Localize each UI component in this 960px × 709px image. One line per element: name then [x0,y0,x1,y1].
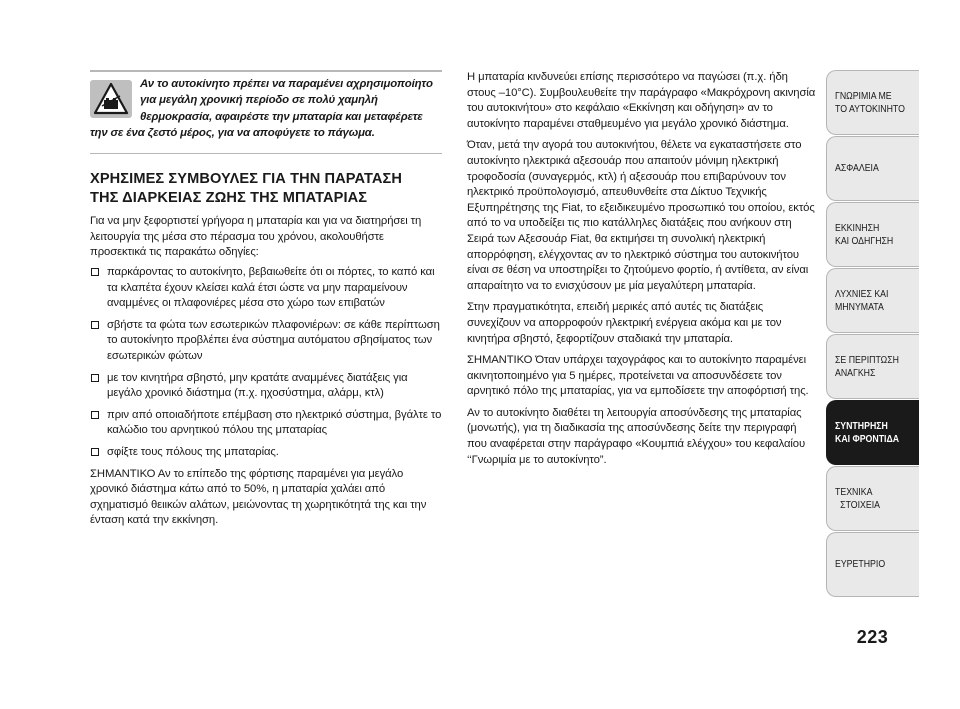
paragraph: Αν το αυτοκίνητο διαθέτει τη λειτουργία αποσύνδεσης της μπαταρίας (μονωτής), για τη διαδικασία της αποσύνδεσης δείτε την περιγραφή που αναφέρεται στην παράγραφο «Κουμπιά ελέγχου» του κεφαλαίου ‘‘Γνωριμία με το αυτοκίνητο”. [467,406,806,466]
top-rule [90,70,442,72]
paragraph: Η μπαταρία κινδυνεύει επίσης περισσότερο να παγώσει (π.χ. ήδη στους –10°C). Συμβουλευθείτε την παράγραφο «Μακρόχρονη ακινησία του αυτοκινήτου» στο κεφάλαιο «Εκκίνηση και οδήγηση» αν το αυτοκίνητο παραμένει σταθμευμένο για μεγάλο χρονικό διάστημα. [467,71,816,130]
warning-text: Αν το αυτοκίνητο πρέπει να παραμένει αχρησιμοποίητο για μεγάλη χρονική περίοδο σε πολύ χαμηλή θερμοκρασία, αφαιρέστε την μπαταρία και μεταφέρετε την σε ένα ζεστό μέρος, για να αποφύγετε το πάγωμα. [90,78,433,139]
tab-emergency[interactable]: ΣΕ ΠΕΡΙΠΤΩΣΗ ΑΝΑΓΚΗΣ [826,334,919,399]
tab-index[interactable]: ΕΥΡΕΤΗΡΙΟ [826,532,919,597]
right-column [467,70,817,474]
tab-getting-to-know-car[interactable]: ΓΝΩΡΙΜΙΑ ΜΕ ΤΟ ΑΥΤΟΚΙΝΗΤΟ [826,70,919,135]
checkbox-bullet-icon [91,374,99,382]
paragraph: Στην πραγματικότητα, επειδή μερικές από αυτές τις διατάξεις συνεχίζουν να απορροφούν ηλεκτρική ενέργεια ακόμα και με τον κινητήρα σβηστό, ξεφορτίζουν σταδιακά την μπαταρία. [467,301,782,345]
list-item: πριν από οποιαδήποτε επέμβαση στο ηλεκτρικό σύστημα, βγάλτε το καλώδιο του αρνητικού πόλου της μπαταρίας [90,408,442,439]
tips-list [90,265,442,461]
heading-line-1: ΧΡΗΣΙΜΕΣ ΣΥΜΒΟΥΛΕΣ ΓΙΑ ΤΗΝ ΠΑΡΑΤΑΣΗ [90,171,403,188]
checkbox-bullet-icon [91,321,99,329]
tab-maintenance-care[interactable]: ΣΥΝΤΗΡΗΣΗ ΚΑΙ ΦΡΟΝΤΙΔΑ [826,400,919,465]
tab-technical-data[interactable]: ΤΕΧΝΙΚΑ ΣΤΟΙΧΕΙΑ [826,466,919,531]
list-item: παρκάροντας το αυτοκίνητο, βεβαιωθείτε ότι οι πόρτες, το καπό και τα κλαπέτα έχουν κλείσει καλά έτσι ώστε να μην παραμείνουν αναμμένες οι πλαφονιέρες μέσα στο χώρο των επιβατών [90,265,442,312]
heading-line-2: ΤΗΣ ΔΙΑΡΚΕΙΑΣ ΖΩΗΣ ΤΗΣ ΜΠΑΤΑΡΙΑΣ [90,190,368,207]
tab-warning-lights[interactable]: ΛΥΧΝΙΕΣ ΚΑΙ ΜΗΝΥΜΑΤΑ [826,268,919,333]
list-item: με τον κινητήρα σβηστό, μην κρατάτε αναμμένες διατάξεις για μεγάλο χρονικό διάστημα (π.χ. ηχοσύστημα, αλάρμ, κτλ) [90,371,442,402]
paragraph-important: ΣΗΜΑΝΤΙΚΟ Όταν υπάρχει ταχογράφος και το αυτοκίνητο παραμένει ακινητοποιημένο για 5 ημέρες, προτείνεται να αποσυνδέσετε τον αρνητικό πόλο της μπαταρίας, για να εμποδίσετε την αποφόρτισή της. [467,354,809,398]
section-divider [90,153,442,154]
section-heading [90,170,442,208]
left-column [90,70,442,529]
warning-box [90,76,442,141]
tab-starting-driving[interactable]: ΕΚΚΙΝΗΣΗ ΚΑΙ ΟΔΗΓΗΣΗ [826,202,919,267]
checkbox-bullet-icon [91,411,99,419]
checkbox-bullet-icon [91,448,99,456]
paragraph: Όταν, μετά την αγορά του αυτοκινήτου, θέλετε να εγκαταστήσετε στο αυτοκίνητο ηλεκτρικά αξεσουάρ που απαιτούν μόνιμη ηλεκτρική τροφοδοσία (συναγερμός, κτλ) ή αξεσουάρ που επιβαρύνουν τον ηλεκτρικό προϋπολογισμό, απευθυνθείτε στα Δίκτυο Τεχνικής Εξυπηρέτησης της Fiat, το εξειδικευμένο προσωπικό του οποίου, εκτός από το να υποδείξει τις πιο κατάλληλες διατάξεις που ανήκουν στη Σειρά των Αξεσουάρ Fiat, θα εκτιμήσει τη συνολική ηλεκτρική απορρόφηση, ελέγχοντας αν το ηλεκτρικό σύστημα του αυτοκινήτου είναι σε θέση να υποστηρίξει το ζητούμενο φορτίο, ή αντίθετα, αν είναι απαραίτητο να το ενισχύσουν με μία μεγαλύτερη μπαταρία. [467,139,815,292]
page-number: 223 [856,627,889,647]
important-note: ΣΗΜΑΝΤΙΚΟ Αν το επίπεδο της φόρτισης παραμένει για μεγάλο χρονικό διάστημα κάτω από το 50%, η μπαταρία χαλάει από σχηματισμό θειικών αλάτων, μειώνοντας τη χωρητικότητά της και την ένταση κατά την εκκίνηση. [90,467,427,527]
intro-paragraph: Για να μην ξεφορτιστεί γρήγορα η μπαταρία και για να διατηρήσει τη λειτουργία της μέσα στο πέρασμα του χρόνου, ακολουθήστε προσεκτικά τις παρακάτω οδηγίες: [90,215,422,259]
checkbox-bullet-icon [91,268,99,276]
battery-warning-icon [90,80,132,118]
list-item: σβήστε τα φώτα των εσωτερικών πλαφονιέρων: σε κάθε περίπτωση το αυτοκίνητο προβλέπει ένα σύστημα αυτόματου σβησίματος των εσωτερικών φώτων [90,318,442,365]
chapter-tabs [826,70,919,598]
tab-safety[interactable]: ΑΣΦΑΛΕΙΑ [826,136,919,201]
list-item: σφίξτε τους πόλους της μπαταρίας. [90,445,442,461]
